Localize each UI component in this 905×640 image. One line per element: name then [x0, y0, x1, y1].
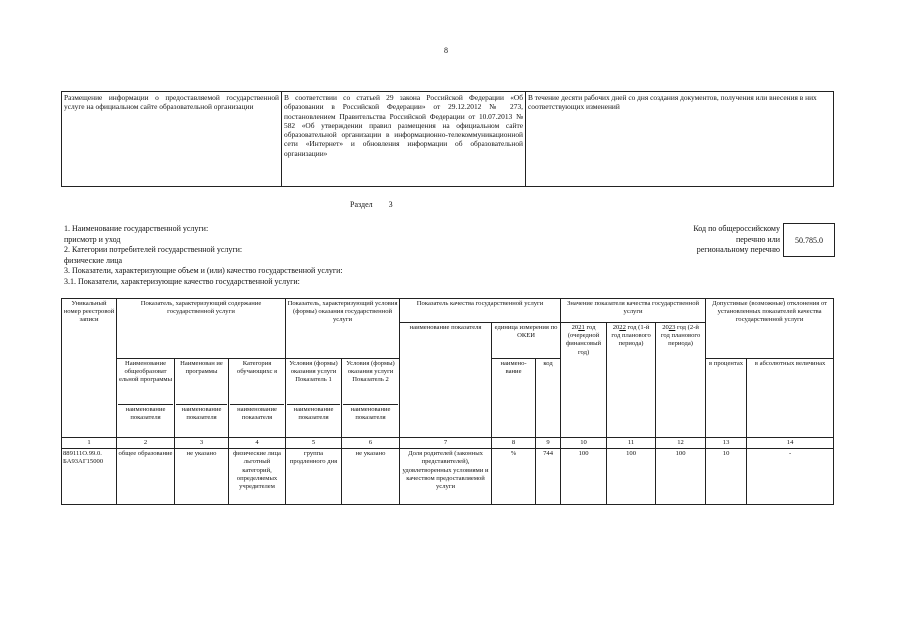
cell-condition-1: группа продленного дня [286, 449, 342, 505]
header-year-2 [607, 323, 656, 438]
header-unit: единица измерения по ОКЕИ [492, 323, 561, 359]
section-label: Раздел [350, 200, 373, 209]
cell-year-2-value: 100 [607, 449, 656, 505]
col-number: 10 [561, 438, 607, 449]
year-1-prefix: 20 [571, 324, 579, 331]
registry-code-box: 50.785.0 [783, 223, 835, 257]
sub-header-unit-name: наимено-вание [492, 359, 536, 438]
sub-header-indicator-name: наименование показателя [230, 404, 284, 422]
cell-program: не указано [175, 449, 229, 505]
col-number: 12 [656, 438, 706, 449]
registry-code-label [693, 224, 780, 256]
header-year-1 [561, 323, 607, 438]
sub-header-student-category [229, 359, 286, 438]
cell-program-general: общее образование [117, 449, 175, 505]
year-3-number: 23 [668, 324, 676, 331]
col-number: 9 [536, 438, 561, 449]
col-number: 2 [117, 438, 175, 449]
col-number: 11 [607, 438, 656, 449]
quality-indicators-table [61, 298, 834, 505]
header-registry-number: Уникальный номер реестровой записи [62, 299, 117, 438]
cell-condition-2: не указано [342, 449, 400, 505]
header-service-content: Показатель, характеризующий содержание государственной услуги [117, 299, 286, 359]
code-label-line-1: Код по общероссийскому [693, 224, 780, 233]
table-row [62, 449, 834, 505]
column-number-row [62, 438, 834, 449]
service-info-lines [64, 224, 343, 288]
year-3-caption: год (2-й год планового периода) [660, 324, 701, 348]
sub-header-text: Наименование общеобразоват ельной программы [118, 360, 173, 384]
col-number: 7 [400, 438, 492, 449]
info-placement-frequency: В течение десяти рабочих дней со дня создания документов, получения или внесения в них соответствующих изменений [526, 92, 834, 187]
sub-header-absolute: в абсолютных величинах [747, 359, 834, 438]
quality-indicators-heading: 3.1. Показатели, характеризующие качество государственной услуги: [64, 276, 300, 286]
sub-header-text: Категория обучающихс я [236, 360, 278, 376]
sub-header-text: Наименован ие программы [180, 360, 223, 376]
year-1-number: 21 [578, 324, 585, 331]
consumer-category-value: физические лица [64, 255, 123, 265]
info-placement-method: Размещение информации о предоставляемой государственной услуге на официальном сайте образовательной организации [62, 92, 282, 187]
indicators-heading: 3. Показатели, характеризующие объем и (или) качество государственной услуги: [64, 266, 343, 276]
code-label-line-2: перечню или [735, 234, 780, 244]
cell-deviation-absolute: - [747, 449, 834, 505]
sub-header-unit-code: код [536, 359, 561, 438]
cell-unit-code: 744 [536, 449, 561, 505]
sub-header-indicator-name: наименование показателя [343, 404, 398, 422]
col-number: 6 [342, 438, 400, 449]
header-indicator-value: Значение показателя качества государственной услуги [561, 299, 706, 323]
sub-header-indicator-name: наименование показателя [118, 404, 173, 422]
col-number: 4 [229, 438, 286, 449]
cell-registry-number: 889111О.99.0. БА93АГ15000 [62, 449, 117, 505]
col-number: 1 [62, 438, 117, 449]
cell-deviation-percent: 10 [706, 449, 747, 505]
year-2-caption: год (1-й год планового периода) [611, 324, 651, 348]
cell-unit-name: % [492, 449, 536, 505]
cell-student-category: физические лица льготный категорий, определяемых учредителем [229, 449, 286, 505]
header-allowed-deviation: Допустимые (возможные) отклонения от установленных показателей качества государственной услуги [706, 299, 834, 359]
year-2-prefix: 20 [612, 324, 620, 331]
sub-header-condition-2 [342, 359, 400, 438]
col-number: 3 [175, 438, 229, 449]
section-heading [350, 200, 393, 209]
year-1-caption: год (очередной финансовый год) [566, 324, 602, 356]
sub-header-indicator-name: наименование показателя [176, 404, 227, 422]
code-label-line-3: региональному перечню [696, 245, 780, 255]
sub-header-indicator-name: наименование показателя [287, 404, 340, 422]
col-number: 14 [747, 438, 834, 449]
sub-header-percent: в процентах [706, 359, 747, 438]
sub-header-text: Условия (формы) оказания услуги Показатель 2 [346, 360, 395, 384]
header-quality-indicator: Показатель качества государственной услуги [400, 299, 561, 323]
consumer-category-label: 2. Категории потребителей государственной услуги: [64, 245, 243, 255]
cell-year-1-value: 100 [561, 449, 607, 505]
sub-header-text: Условия (формы) оказания услуги Показатель 1 [289, 360, 338, 384]
cell-year-3-value: 100 [656, 449, 706, 505]
section-number: 3 [388, 200, 393, 209]
info-placement-basis: В соответствии со статьей 29 закона Российской Федерации «Об образовании в Российской Федерации» от 29.12.2012 № 273, постановлением Правительства Российской Федерации от 10.07.2013 № 582 «Об утверждении правил размещения на официальном сайте образовательной организации в информационно-телекоммуникационной сети «Интернет» и обновления информации об образовательной организации» [282, 92, 526, 187]
info-placement-table [61, 91, 834, 187]
col-number: 13 [706, 438, 747, 449]
cell-indicator-name: Доля родителей (законных представителей), удовлетворенных условиями и качеством предоставляемой услуги [400, 449, 492, 505]
header-year-3 [656, 323, 706, 438]
sub-header-condition-1 [286, 359, 342, 438]
col-number: 8 [492, 438, 536, 449]
header-indicator-name: наименование показателя [400, 323, 492, 438]
year-3-prefix: 20 [662, 324, 669, 331]
sub-header-program [175, 359, 229, 438]
page-number: 8 [444, 46, 448, 55]
sub-header-program-general [117, 359, 175, 438]
service-name-label: 1. Наименование государственной услуги: [64, 224, 209, 233]
header-service-conditions: Показатель, характеризующий условия (формы) оказания государственной услуги [286, 299, 400, 359]
service-name-value: присмотр и уход [64, 234, 121, 244]
year-2-number: 22 [619, 324, 626, 331]
col-number: 5 [286, 438, 342, 449]
